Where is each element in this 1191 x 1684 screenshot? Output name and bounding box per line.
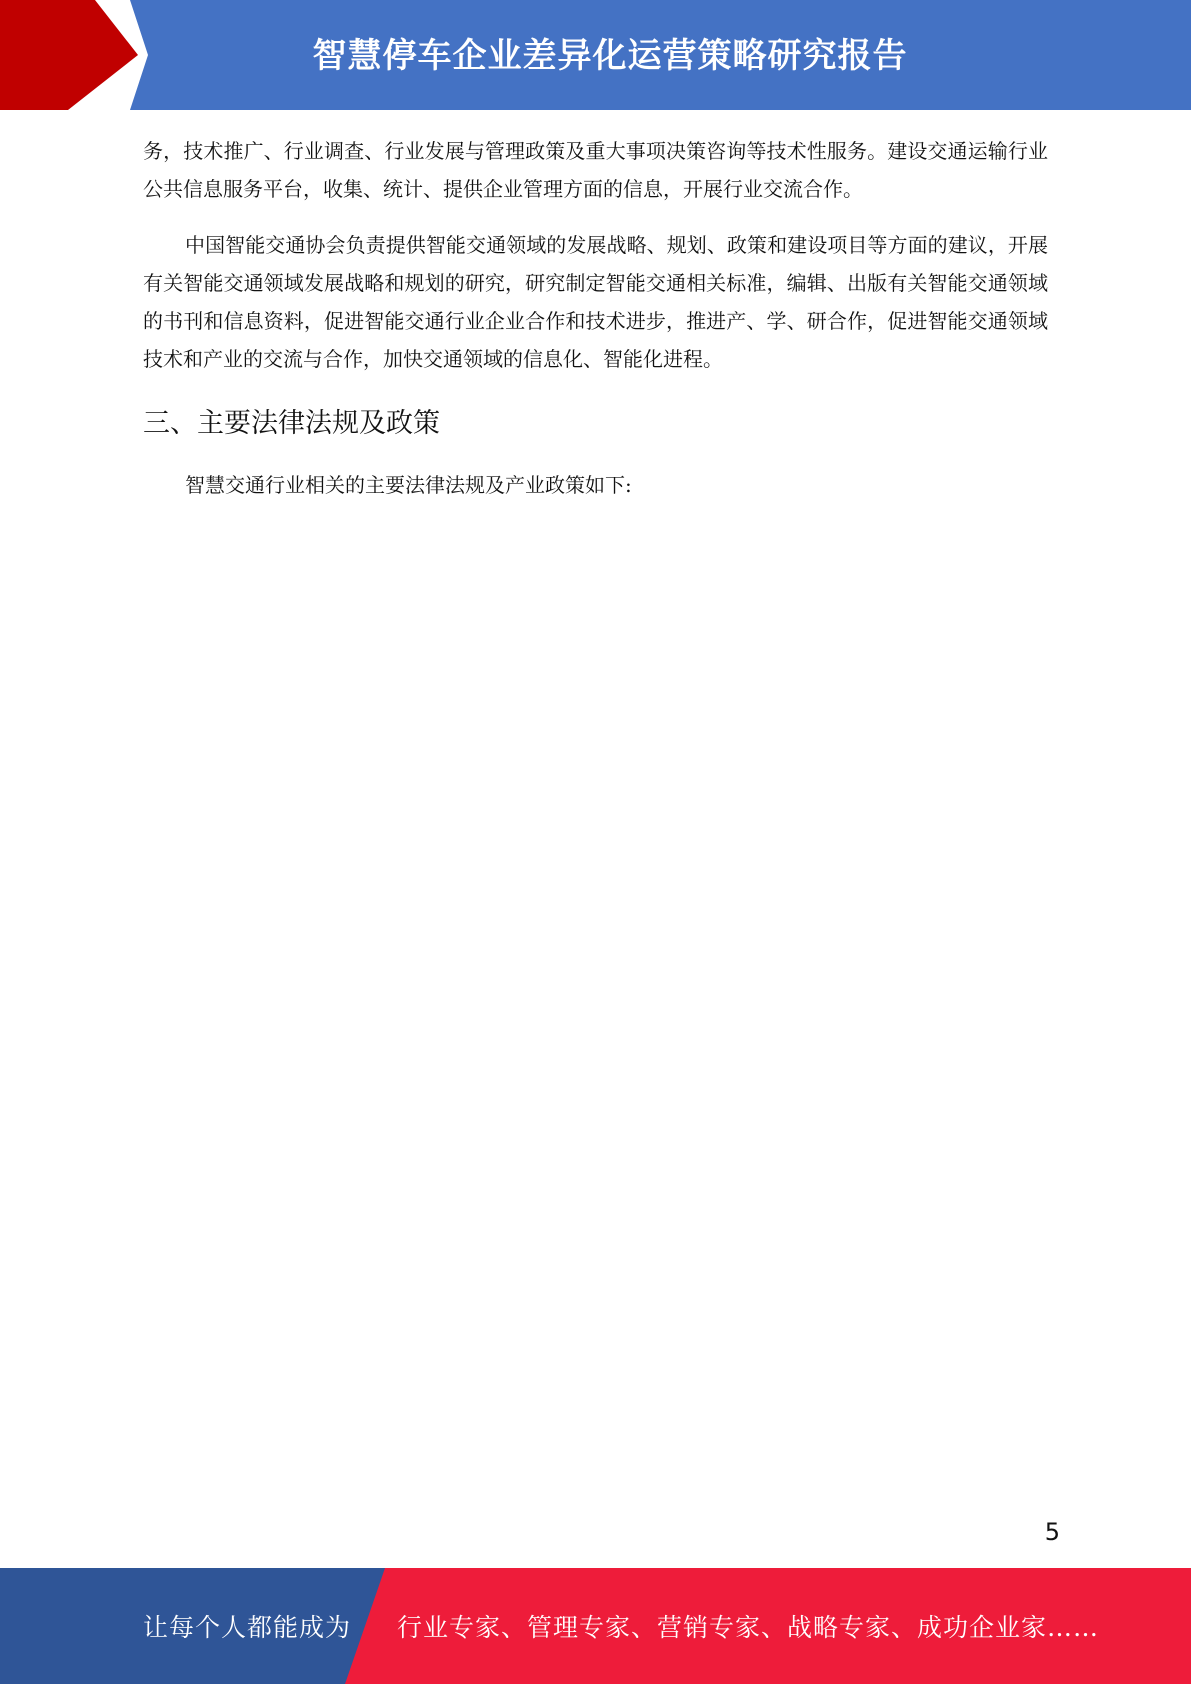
body-paragraph: 智慧交通行业相关的主要法律法规及产业政策如下: bbox=[185, 473, 632, 497]
document-title: 智慧停车企业差异化运营策略研究报告 bbox=[312, 36, 908, 76]
page-number: 5 bbox=[1044, 1518, 1060, 1546]
body-paragraph: 中国智能交通协会负责提供智能交通领域的发展战略、规划、政策和建设项目等方面的建议，开展有关智能交通领域发展战略和规划的研究，研究制定智能交通相关标准，编辑、出版有关智能交通领域的书刊和信息资料，促进智能交通行业企业合作和技术进步，推进产、学、研合作，促进智能交通领域技术和产业的交流与合作，加快交通领域的信息化、智能化进程。 bbox=[143, 233, 1048, 371]
footer-slogan-right: 行业专家、管理专家、营销专家、战略专家、成功企业家…… bbox=[397, 1613, 1100, 1642]
page-body bbox=[143, 132, 1048, 522]
page-footer bbox=[0, 1568, 1191, 1684]
section-heading: 三、主要法律法规及政策 bbox=[143, 408, 440, 439]
footer-slogan-left: 让每个人都能成为 bbox=[143, 1613, 352, 1642]
body-paragraph: 务，技术推广、行业调查、行业发展与管理政策及重大事项决策咨询等技术性服务。建设交通运输行业公共信息服务平台，收集、统计、提供企业管理方面的信息，开展行业交流合作。 bbox=[143, 139, 1048, 201]
page-header bbox=[0, 0, 1191, 110]
